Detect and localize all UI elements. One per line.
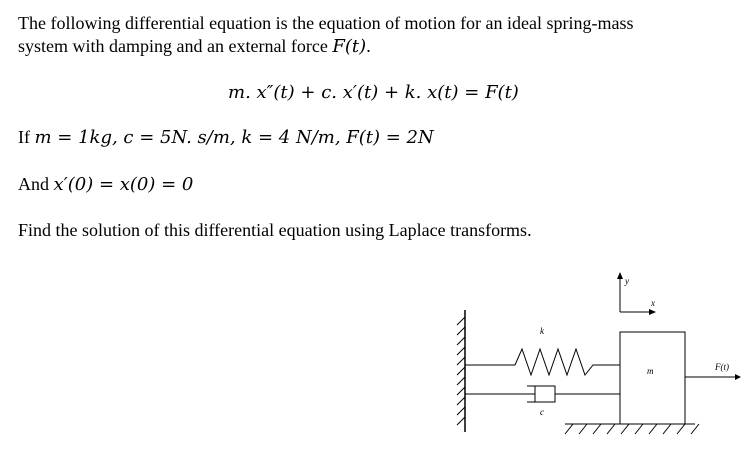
force-arrowhead	[735, 374, 741, 380]
intro-text-1: The following differential equation is the equation of motion for an ideal spring-mass	[18, 13, 634, 33]
damper	[465, 386, 620, 402]
wall-hatching	[457, 317, 465, 425]
given-values-line	[18, 126, 434, 149]
equation-of-motion	[228, 82, 519, 104]
initial-prefix: And	[18, 174, 54, 194]
intro-line-2	[18, 35, 371, 58]
label-m: m	[647, 366, 654, 376]
spring-mass-damper-figure	[455, 262, 745, 452]
given-values: m = 1kg, c = 5N. s/m, k = 4 N/m, F(t) = 2N	[34, 127, 434, 148]
label-y: y	[625, 276, 629, 286]
given-prefix: If	[18, 127, 35, 147]
y-axis-arrowhead	[617, 272, 623, 279]
equation-text: m. x″(t) + c. x′(t) + k. x(t) = F(t)	[228, 82, 519, 103]
intro-line-1	[18, 12, 634, 34]
label-k: k	[540, 326, 544, 336]
task-text: Find the solution of this differential equation using Laplace transforms.	[18, 220, 532, 240]
mass-block	[620, 332, 685, 424]
task-line	[18, 219, 532, 241]
ground-hatching	[565, 424, 699, 434]
figure-svg	[455, 262, 745, 452]
initial-conditions-line	[18, 173, 193, 196]
force-symbol: F(t)	[332, 36, 367, 57]
intro-period: .	[366, 36, 371, 56]
spring	[465, 349, 620, 375]
intro-text-2: system with damping and an external force	[18, 36, 333, 56]
initial-values: x′(0) = x(0) = 0	[53, 174, 194, 195]
label-force: F(t)	[715, 362, 729, 372]
label-c: c	[540, 407, 544, 417]
x-axis-arrowhead	[649, 309, 656, 315]
label-x: x	[651, 298, 655, 308]
